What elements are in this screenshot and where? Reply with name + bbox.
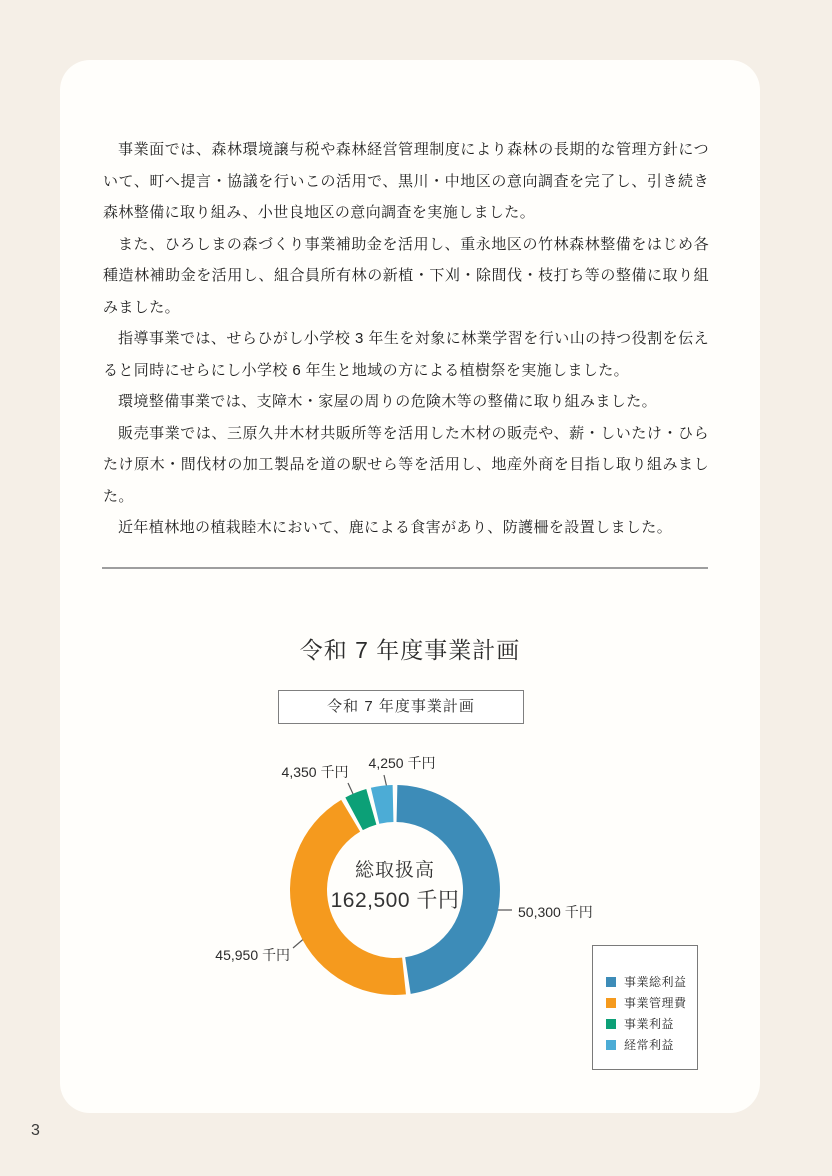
legend-label: 事業利益: [624, 1017, 675, 1031]
legend-swatch-lightblue: [606, 1040, 616, 1050]
paragraph-deer-damage: 近年植林地の植栽睦木において、鹿による食害があり、防護柵を設置しました。: [118, 519, 673, 536]
chart-legend: [592, 945, 698, 1070]
legend-item-keijou-rieki: [606, 1034, 697, 1055]
legend-swatch-green: [606, 1019, 616, 1029]
chart-boxed-title: 令和 7 年度事業計画: [278, 690, 524, 724]
legend-swatch-blue: [606, 977, 616, 987]
legend-label: 事業管理費: [624, 996, 687, 1010]
paragraph-subsidy: また、ひろしまの森づくり事業補助金を活用し、重永地区の竹林森林整備をはじめ各種造林補助金を活用し、組合員所有林の新植・下刈・除間伐・枝打ち等の整備に取り組みました。: [103, 235, 709, 316]
paragraph-environment: 環境整備事業では、支障木・家屋の周りの危険木等の整備に取り組みました。: [118, 393, 658, 410]
legend-item-jigyou-rieki: [606, 1013, 697, 1034]
paragraph-sales: 販売事業では、三原久井木材共販所等を活用した木材の販売や、薪・しいたけ・ひらたけ原木・間伐材の加工製品を道の駅せら等を活用し、地産外商を目指し取り組みました。: [103, 424, 709, 505]
chart-section-heading: 令和 7 年度事業計画: [299, 637, 521, 663]
legend-swatch-orange: [606, 998, 616, 1008]
value-label-jigyou-rieki: 4,350 千円: [281, 764, 349, 780]
donut-center-value: 162,500 千円: [330, 888, 460, 912]
legend-item-jigyou-kanrihi: [606, 992, 697, 1013]
paragraph-guidance: 指導事業では、せらひがし小学校 3 年生を対象に林業学習を行い山の持つ役割を伝えると同時にせらにし小学校 6 年生と地域の方による植樹祭を実施しました。: [103, 330, 709, 379]
value-label-jigyou-sourieki: 50,300 千円: [518, 904, 593, 920]
body-text-block: [103, 134, 709, 544]
donut-center-title: 総取扱高: [354, 860, 435, 881]
page-number: 3: [31, 1122, 40, 1139]
legend-item-jigyou-sourieki: [606, 971, 697, 992]
donut-center-text: [295, 857, 495, 915]
section-divider: [102, 567, 708, 569]
content-card: [60, 60, 760, 1113]
paragraph-business: 事業面では、森林環境譲与税や森林経営管理制度により森林の長期的な管理方針について、町へ提言・協議を行いこの活用で、黒川・中地区の意向調査を完了し、引き続き森林整備に取り組み、小世良地区の意向調査を実施しました。: [103, 141, 709, 221]
legend-label: 経常利益: [624, 1038, 675, 1052]
value-label-jigyou-kanrihi: 45,950 千円: [215, 947, 290, 963]
donut-chart: [60, 745, 760, 1110]
legend-label: 事業総利益: [624, 975, 687, 989]
value-label-keijou-rieki: 4,250 千円: [368, 755, 436, 771]
